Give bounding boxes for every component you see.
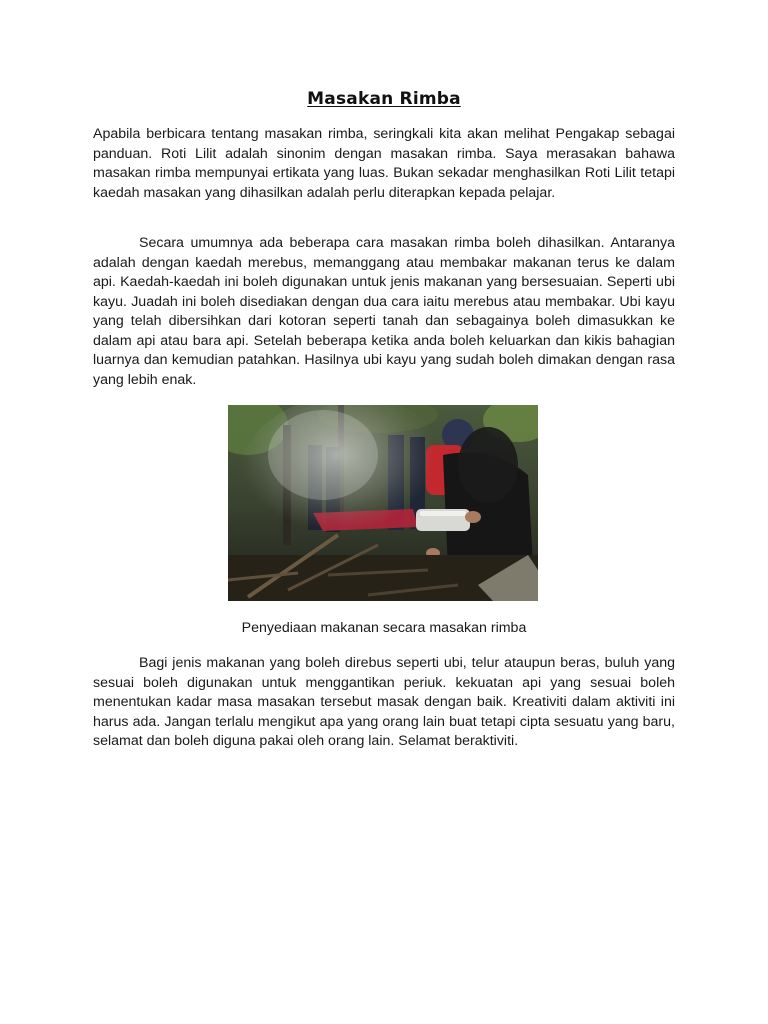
campfire-cooking-image bbox=[228, 405, 538, 601]
document-title: Masakan Rimba bbox=[307, 89, 461, 109]
figure-caption: Penyediaan makanan secara masakan rimba bbox=[241, 620, 527, 636]
campfire-cooking-photo bbox=[228, 405, 538, 601]
paragraph-intro: Apabila berbicara tentang masakan rimba, seringkali kita akan melihat Pengakap sebagai panduan. Roti Lilit adalah sinonim dengan masakan rimba. Saya merasakan bahawa masakan rimba mempunyai ertikata yang luas. Bukan sekadar menghasilkan Roti Lilit tetapi kaedah masakan yang dihasilkan adalah perlu diterapkan kepada pelajar. bbox=[93, 126, 675, 201]
paragraph-conclusion: Bagi jenis makanan yang boleh direbus seperti ubi, telur ataupun beras, buluh yang sesuai boleh digunakan untuk menggantikan periuk. kekuatan api yang sesuai boleh menentukan kadar masa masakan tersebut masak dengan baik. Kreativiti dalam aktiviti ini harus ada. Jangan terlalu mengikut apa yang orang lain buat tetapi cipta sesuatu yang baru, selamat dan boleh diguna pakai oleh orang lain. Selamat beraktiviti. bbox=[93, 655, 675, 749]
paragraph-methods: Secara umumnya ada beberapa cara masakan rimba boleh dihasilkan. Antaranya adalah dengan kaedah merebus, memanggang atau membakar makanan terus ke dalam api. Kaedah-kaedah ini boleh digunakan untuk jenis makanan yang bersesuaian. Seperti ubi kayu. Juadah ini boleh disediakan dengan dua cara iaitu merebus atau membakar. Ubi kayu yang telah dibersihkan dari kotoran seperti tanah dan sebagainya boleh dimasukkan ke dalam api atau bara api. Setelah beberapa ketika anda boleh keluarkan dan kikis bahagian luarnya dan kemudian patahkan. Hasilnya ubi kayu yang sudah boleh dimakan dengan rasa yang lebih enak. bbox=[93, 235, 675, 388]
